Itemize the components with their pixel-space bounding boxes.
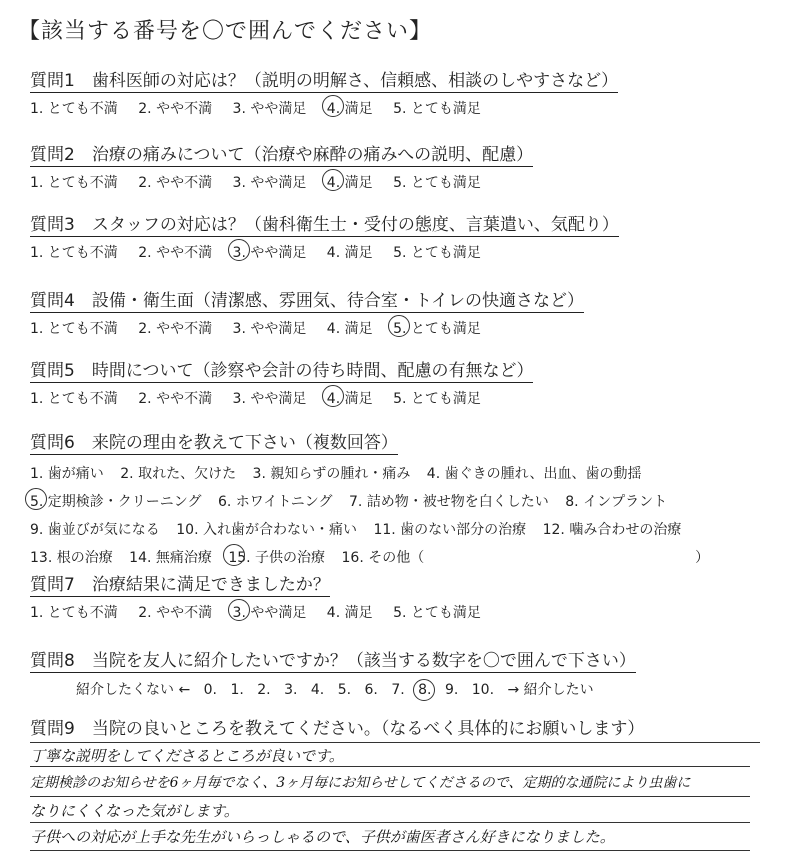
question-3 bbox=[30, 210, 790, 262]
reason-4[interactable]: 4. 歯ぐきの腫れ、出血、歯の動揺 bbox=[426, 466, 642, 482]
question-title: 質問8 当院を友人に紹介したいですか？（該当する数字を〇で囲んで下さい） bbox=[30, 646, 636, 673]
option-5[interactable]: 5. とても満足 bbox=[393, 245, 481, 261]
option-5[interactable]: 5. とても満足 bbox=[393, 101, 481, 117]
options-row bbox=[30, 242, 790, 262]
option-3[interactable]: 3. やや満足 bbox=[232, 175, 307, 191]
reason-2[interactable]: 2. 取れた、欠けた bbox=[120, 466, 237, 482]
options-row-2 bbox=[30, 491, 790, 511]
options-row bbox=[30, 318, 790, 338]
scale-9[interactable]: 9. bbox=[444, 682, 459, 698]
answer-line-4[interactable]: 子供への対応が上手な先生がいらっしゃるので、子供が歯医者さん好きになりました。 bbox=[30, 828, 615, 846]
options-row-4 bbox=[30, 547, 790, 567]
reason-3[interactable]: 3. 親知らずの腫れ・痛み bbox=[252, 466, 411, 482]
option-2[interactable]: 2. やや不満 bbox=[138, 605, 213, 621]
answer-line-1[interactable]: 丁寧な説明をしてくださるところが良いです。 bbox=[30, 747, 344, 765]
option-2[interactable]: 2. やや不満 bbox=[138, 245, 213, 261]
option-3[interactable]: 3. やや満足 bbox=[232, 391, 307, 407]
option-2[interactable]: 2. やや不満 bbox=[138, 321, 213, 337]
option-3[interactable]: 3. やや満足 bbox=[232, 321, 307, 337]
answer-line bbox=[30, 850, 750, 851]
option-4[interactable]: 4. 満足 bbox=[326, 245, 373, 261]
question-title: 質問5 時間について（診察や会計の待ち時間、配慮の有無など） bbox=[30, 356, 533, 383]
option-4-circled[interactable]: 4. 満足 bbox=[327, 388, 373, 408]
scale-8-circled[interactable]: 8. bbox=[418, 682, 432, 698]
reason-9[interactable]: 9. 歯並びが気になる bbox=[30, 522, 160, 538]
reason-15-circled[interactable]: 15. 子供の治療 bbox=[228, 547, 325, 567]
question-6 bbox=[30, 428, 790, 567]
question-title: 質問9 当院の良いところを教えてください。（なるべく具体的にお願いします） bbox=[30, 719, 645, 739]
question-title: 質問2 治療の痛みについて（治療や麻酔の痛みへの説明、配慮） bbox=[30, 140, 533, 167]
option-5-circled[interactable]: 5. とても満足 bbox=[393, 318, 481, 338]
options-row bbox=[30, 98, 790, 118]
option-5[interactable]: 5. とても満足 bbox=[393, 391, 481, 407]
question-title: 質問3 スタッフの対応は？（歯科衛生士・受付の態度、言葉遣い、気配り） bbox=[30, 210, 619, 237]
option-1[interactable]: 1. とても不満 bbox=[30, 391, 118, 407]
options-row bbox=[30, 388, 790, 408]
option-3-circled[interactable]: 3. やや満足 bbox=[233, 242, 307, 262]
option-2[interactable]: 2. やや不満 bbox=[138, 175, 213, 191]
scale-right-label: → 紹介したい bbox=[507, 682, 594, 698]
option-2[interactable]: 2. やや不満 bbox=[138, 391, 213, 407]
reason-5-circled[interactable]: 5. 定期検診・クリーニング bbox=[30, 491, 202, 511]
reason-6[interactable]: 6. ホワイトニング bbox=[217, 494, 333, 510]
option-2[interactable]: 2. やや不満 bbox=[138, 101, 213, 117]
options-row-1 bbox=[30, 463, 790, 483]
option-5[interactable]: 5. とても満足 bbox=[393, 175, 481, 191]
question-8 bbox=[30, 646, 790, 699]
question-1 bbox=[30, 66, 790, 118]
option-4-circled[interactable]: 4. 満足 bbox=[327, 98, 373, 118]
reason-13[interactable]: 13. 根の治療 bbox=[30, 550, 113, 566]
option-4[interactable]: 4. 満足 bbox=[326, 605, 373, 621]
scale-7[interactable]: 7. bbox=[391, 682, 405, 698]
scale-6[interactable]: 6. bbox=[364, 682, 378, 698]
recommend-scale bbox=[30, 679, 790, 699]
reason-16-other[interactable]: 16. その他（ bbox=[341, 550, 425, 566]
question-9 bbox=[30, 714, 790, 739]
reason-12[interactable]: 12. 噛み合わせの治療 bbox=[542, 522, 682, 538]
answer-line bbox=[30, 796, 750, 797]
scale-10[interactable]: 10. bbox=[471, 682, 495, 698]
scale-left-label: 紹介したくない ← bbox=[76, 682, 191, 698]
options-row bbox=[30, 172, 790, 192]
scale-4[interactable]: 4. bbox=[310, 682, 325, 698]
option-1[interactable]: 1. とても不満 bbox=[30, 605, 118, 621]
option-1[interactable]: 1. とても不満 bbox=[30, 175, 118, 191]
scale-0[interactable]: 0. bbox=[203, 682, 217, 698]
answer-line-2[interactable]: 定期検診のお知らせを6ヶ月毎でなく、3ヶ月毎にお知らせしてくださるので、定期的な通院により虫歯に bbox=[30, 775, 691, 791]
answer-line bbox=[30, 822, 750, 823]
option-5[interactable]: 5. とても満足 bbox=[393, 605, 481, 621]
page-title: 【該当する番号を〇で囲んでください】 bbox=[18, 19, 433, 44]
question-2 bbox=[30, 140, 790, 192]
options-row bbox=[30, 602, 790, 622]
option-4[interactable]: 4. 満足 bbox=[326, 321, 373, 337]
scale-2[interactable]: 2. bbox=[257, 682, 271, 698]
answer-line bbox=[30, 766, 750, 767]
option-3-circled[interactable]: 3. やや満足 bbox=[233, 602, 307, 622]
question-5 bbox=[30, 356, 790, 408]
reason-7[interactable]: 7. 詰め物・被せ物を白くしたい bbox=[349, 494, 549, 510]
question-4 bbox=[30, 286, 790, 338]
option-1[interactable]: 1. とても不満 bbox=[30, 245, 118, 261]
reason-11[interactable]: 11. 歯のない部分の治療 bbox=[373, 522, 527, 538]
reason-8[interactable]: 8. インプラント bbox=[565, 494, 668, 510]
answer-line-3[interactable]: なりにくくなった気がします。 bbox=[30, 802, 239, 820]
question-title: 質問6 来院の理由を教えて下さい（複数回答） bbox=[30, 428, 398, 455]
option-3[interactable]: 3. やや満足 bbox=[232, 101, 307, 117]
reason-10[interactable]: 10. 入れ歯が合わない・痛い bbox=[176, 522, 357, 538]
option-1[interactable]: 1. とても不満 bbox=[30, 101, 118, 117]
scale-3[interactable]: 3. bbox=[284, 682, 298, 698]
question-title: 質問1 歯科医師の対応は？（説明の明解さ、信頼感、相談のしやすさなど） bbox=[30, 66, 618, 93]
option-1[interactable]: 1. とても不満 bbox=[30, 321, 118, 337]
answer-line bbox=[30, 742, 760, 743]
question-title: 質問4 設備・衛生面（清潔感、雰囲気、待合室・トイレの快適さなど） bbox=[30, 286, 584, 313]
scale-1[interactable]: 1. bbox=[230, 682, 244, 698]
reason-1[interactable]: 1. 歯が痛い bbox=[30, 466, 104, 482]
question-title: 質問7 治療結果に満足できましたか？ bbox=[30, 570, 330, 597]
question-7 bbox=[30, 570, 790, 622]
options-row-3 bbox=[30, 519, 790, 539]
other-close-paren: ） bbox=[695, 550, 710, 566]
reason-14[interactable]: 14. 無痛治療 bbox=[129, 550, 212, 566]
option-4-circled[interactable]: 4. 満足 bbox=[327, 172, 373, 192]
scale-5[interactable]: 5. bbox=[337, 682, 352, 698]
